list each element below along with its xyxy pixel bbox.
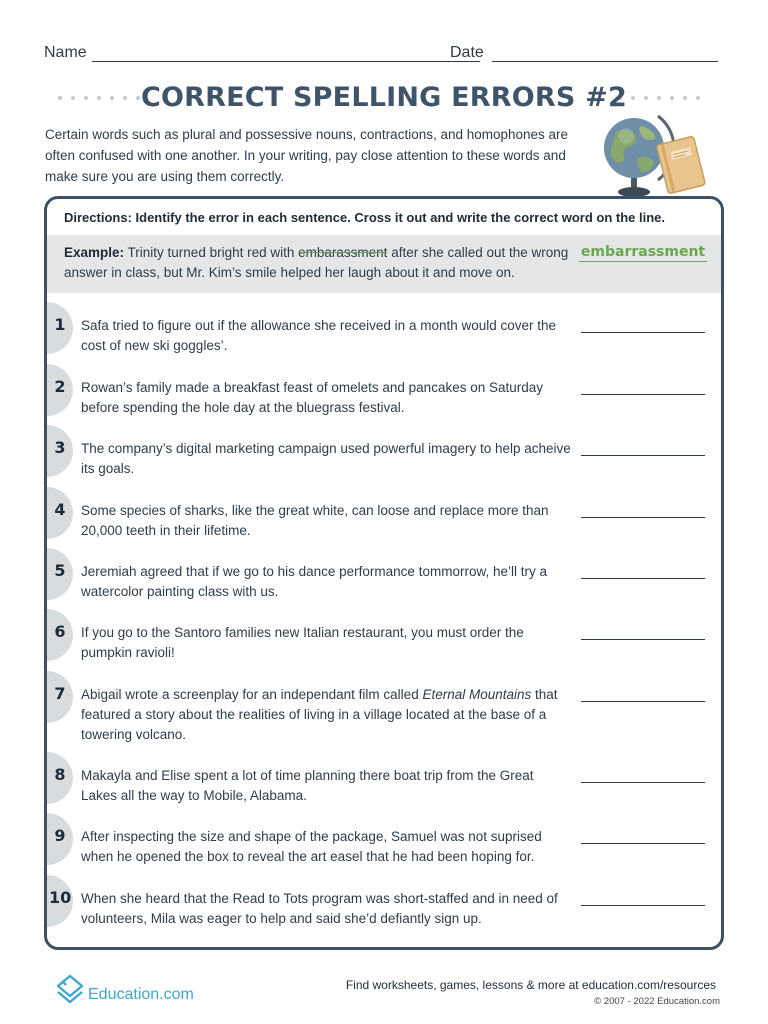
answer-line-10[interactable] [581,905,705,906]
exercise-panel [44,196,724,950]
name-label: Name [44,44,87,61]
answer-line-3[interactable] [581,455,705,456]
name-field[interactable] [92,61,480,62]
example-answer: embarrassment [580,244,706,260]
date-field[interactable] [492,61,718,62]
logo-text: Education.com [88,986,194,1003]
page-title: CORRECT SPELLING ERRORS #2 [141,82,627,113]
question-text-before: Abigail wrote a screenplay for an independant film called [81,687,423,702]
copyright: © 2007 - 2022 Education.com [594,996,720,1007]
question-text-after: that featured a story about the realities of living in a village located at the base of a towering volcano. [81,687,558,742]
example-crossed-word: embarassment [298,245,388,260]
question-number: 10 [49,888,72,907]
directions-text: Directions: Identify the error in each sentence. Cross it out and write the correct word on the line. [64,210,666,225]
answer-line-5[interactable] [581,578,705,579]
answer-line-8[interactable] [581,782,705,783]
question-text: Rowan’s family made a breakfast feast of omelets and pancakes on Saturday before spending the hole day at the bluegrass festival. [81,380,544,415]
question-text: Safa tried to figure out if the allowance she received in a month would cover the cost of new ski goggles’. [81,318,557,353]
question-text: The company’s digital marketing campaign used powerful imagery to help acheive its goals. [81,441,571,476]
answer-line-6[interactable] [581,639,705,640]
example-text-after: after she called out the wrong answer in class, but Mr. Kim’s smile helped her laugh about it and move on. [64,245,569,280]
education-logo-icon [52,972,86,1008]
question-number: 5 [54,561,66,580]
question-number: 9 [54,826,66,845]
question-number: 3 [54,438,66,457]
question-text [81,685,571,745]
question-text: After inspecting the size and shape of the package, Samuel was not suprised when he opened the box to reveal the art easel that he had been hoping for. [81,829,542,864]
question-text: Makayla and Elise spent a lot of time planning there boat trip from the Great Lakes all the way to Mobile, Alabama. [81,768,534,803]
intro-paragraph: Certain words such as plural and possessive nouns, contractions, and homophones are often confused with one another. In your writing, pay close attention to these words and make sure you are using them correctly. [45,127,569,184]
film-title: Eternal Mountains [422,687,532,702]
question-number: 8 [54,765,66,784]
name-date-row [44,44,724,66]
example-text-before: Trinity turned bright red with [127,245,295,260]
answer-line-9[interactable] [581,843,705,844]
question-number: 7 [54,684,66,703]
question-text: Some species of sharks, like the great white, can loose and replace more than 20,000 teeth in their lifetime. [81,503,549,538]
answer-line-1[interactable] [581,332,705,333]
example-sentence [64,243,574,283]
example-box [47,235,724,293]
answer-line-2[interactable] [581,394,705,395]
footer-tagline[interactable]: Find worksheets, games, lessons & more at education.com/resources [345,978,716,992]
question-number: 1 [54,315,66,334]
date-label: Date [450,44,484,61]
question-number: 6 [54,622,66,641]
example-label: Example: [64,245,125,260]
education-logo[interactable] [52,970,202,1010]
notebook-icon [654,134,708,196]
question-number: 2 [54,377,66,396]
question-text: When she heard that the Read to Tots program was short-staffed and in need of volunteers, Mila was eager to help and said she’d defiantly sign up. [81,891,558,926]
question-number: 4 [54,500,66,519]
question-text: If you go to the Santoro families new Italian restaurant, you must order the pumpkin ravioli! [81,625,524,660]
answer-line-7[interactable] [581,701,705,702]
answer-line-4[interactable] [581,517,705,518]
question-text: Jeremiah agreed that if we go to his dance performance tommorrow, he’ll try a watercolor painting class with us. [81,564,547,599]
